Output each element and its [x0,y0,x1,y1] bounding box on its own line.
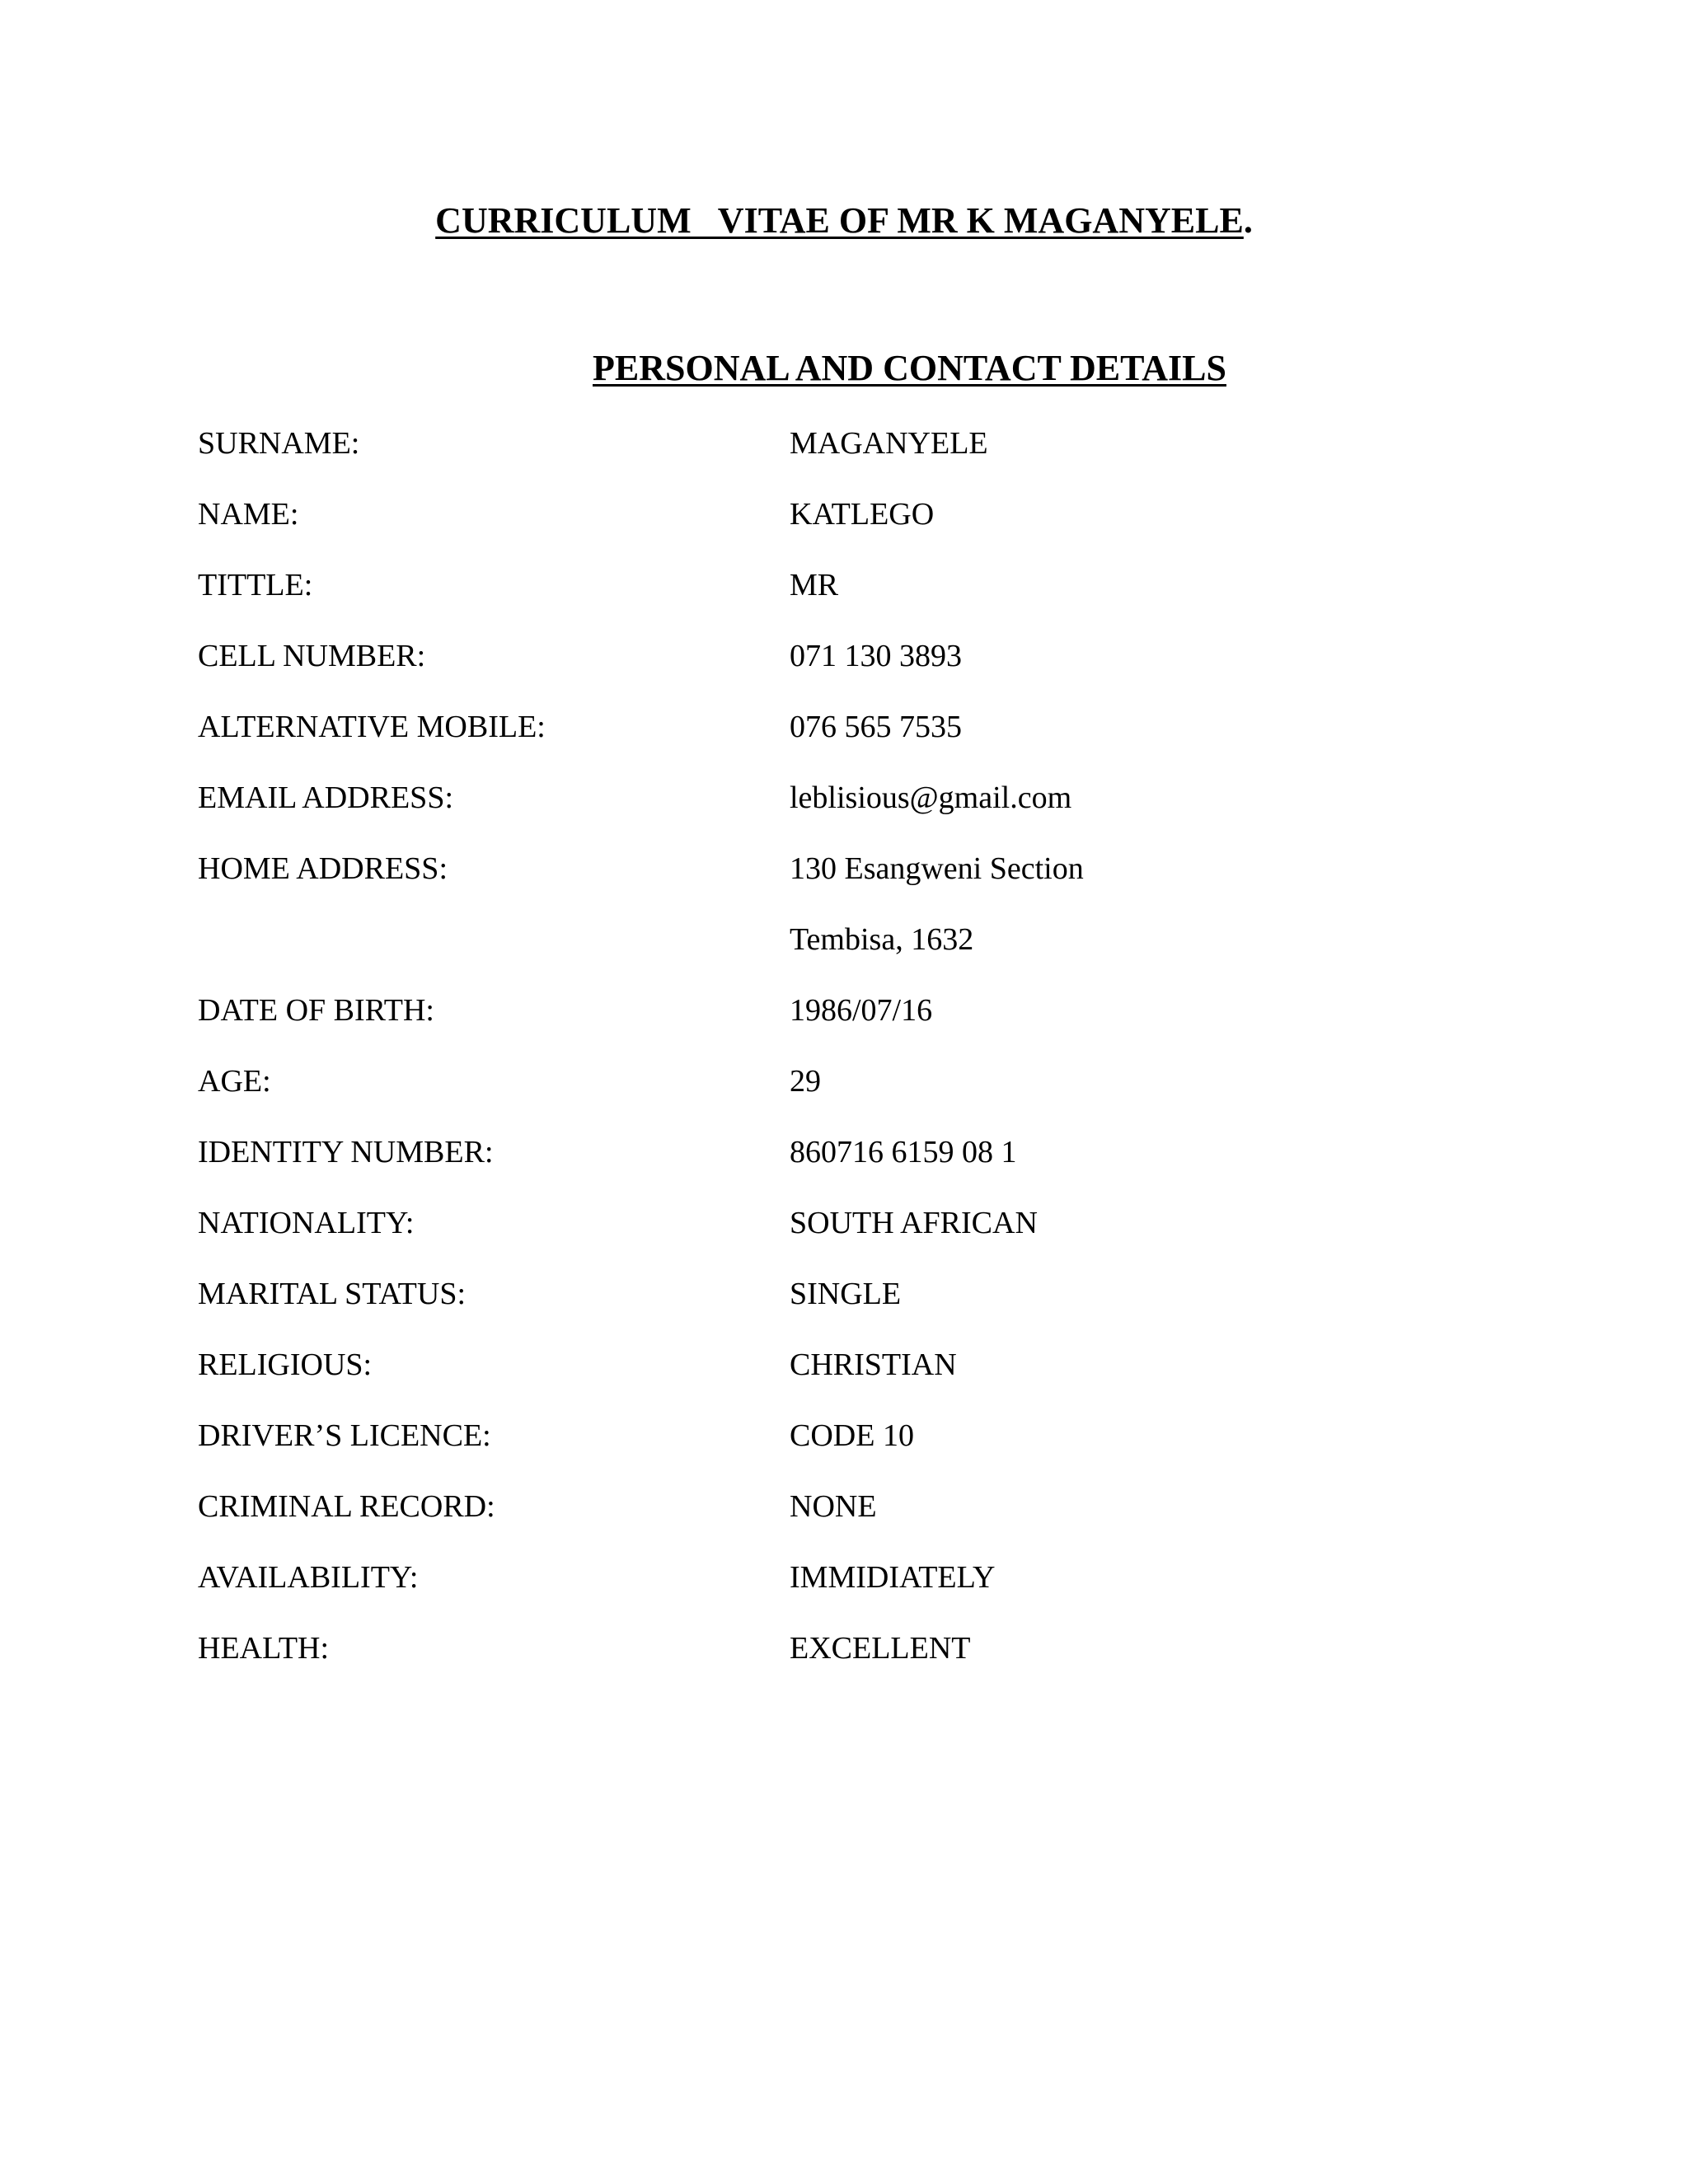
detail-row-home-address [198,844,1517,915]
detail-row-health [198,1624,1517,1694]
detail-row-nationality [198,1198,1517,1269]
detail-label: MARITAL STATUS: [198,1277,467,1311]
detail-value: 860716 6159 08 1 [790,1135,1017,1169]
detail-value: IMMIDIATELY [790,1560,996,1595]
document-title-period: . [1243,200,1253,241]
detail-value: MAGANYELE [790,426,988,461]
detail-row-identity-number [198,1127,1517,1198]
detail-row-email-address [198,773,1517,844]
detail-label: NAME: [198,497,299,532]
document-title-text: CURRICULUM VITAE OF MR K MAGANYELE [435,200,1244,241]
detail-value: Tembisa, 1632 [790,922,974,957]
detail-row-name [198,490,1517,560]
detail-label: TITTLE: [198,568,313,602]
detail-row-availability [198,1553,1517,1624]
detail-label: CELL NUMBER: [198,639,426,673]
detail-value: EXCELLENT [790,1631,971,1666]
detail-value: 076 565 7535 [790,710,962,744]
detail-value: 29 [790,1064,821,1099]
detail-label: IDENTITY NUMBER: [198,1135,494,1169]
detail-value: 130 Esangweni Section [790,851,1084,886]
detail-value: 071 130 3893 [790,639,962,673]
detail-label: EMAIL ADDRESS: [198,780,454,815]
detail-label: NATIONALITY: [198,1206,415,1240]
detail-row-title [198,560,1517,631]
detail-label: DATE OF BIRTH: [198,993,434,1028]
detail-label: AVAILABILITY: [198,1560,419,1595]
detail-row-drivers-licence [198,1411,1517,1482]
detail-row-religious [198,1340,1517,1411]
detail-row-age [198,1057,1517,1127]
detail-value: NONE [790,1489,877,1524]
detail-row-criminal-record [198,1482,1517,1553]
detail-label: SURNAME: [198,426,360,461]
detail-row-alternative-mobile [198,702,1517,773]
document-title [0,196,1688,246]
detail-label: ALTERNATIVE MOBILE: [198,710,546,744]
detail-label: HOME ADDRESS: [198,851,448,886]
detail-label: HEALTH: [198,1631,330,1666]
detail-row-surname [198,419,1517,490]
details-list [198,419,1517,1694]
detail-label: CRIMINAL RECORD: [198,1489,495,1524]
detail-value: CODE 10 [790,1418,914,1453]
detail-row-home-address-line-2 [198,915,1517,986]
detail-value: MR [790,568,839,602]
detail-value: SINGLE [790,1277,902,1311]
detail-value: KATLEGO [790,497,935,532]
detail-label: DRIVER’S LICENCE: [198,1418,491,1453]
detail-row-cell-number [198,631,1517,702]
section-heading-personal-contact: PERSONAL AND CONTACT DETAILS [593,348,1226,388]
detail-value: CHRISTIAN [790,1347,957,1382]
detail-label: RELIGIOUS: [198,1347,373,1382]
detail-row-marital-status [198,1269,1517,1340]
detail-row-date-of-birth [198,986,1517,1057]
detail-value: leblisious@gmail.com [790,780,1072,815]
detail-value: 1986/07/16 [790,993,933,1028]
detail-label: AGE: [198,1064,271,1099]
detail-value: SOUTH AFRICAN [790,1206,1038,1240]
